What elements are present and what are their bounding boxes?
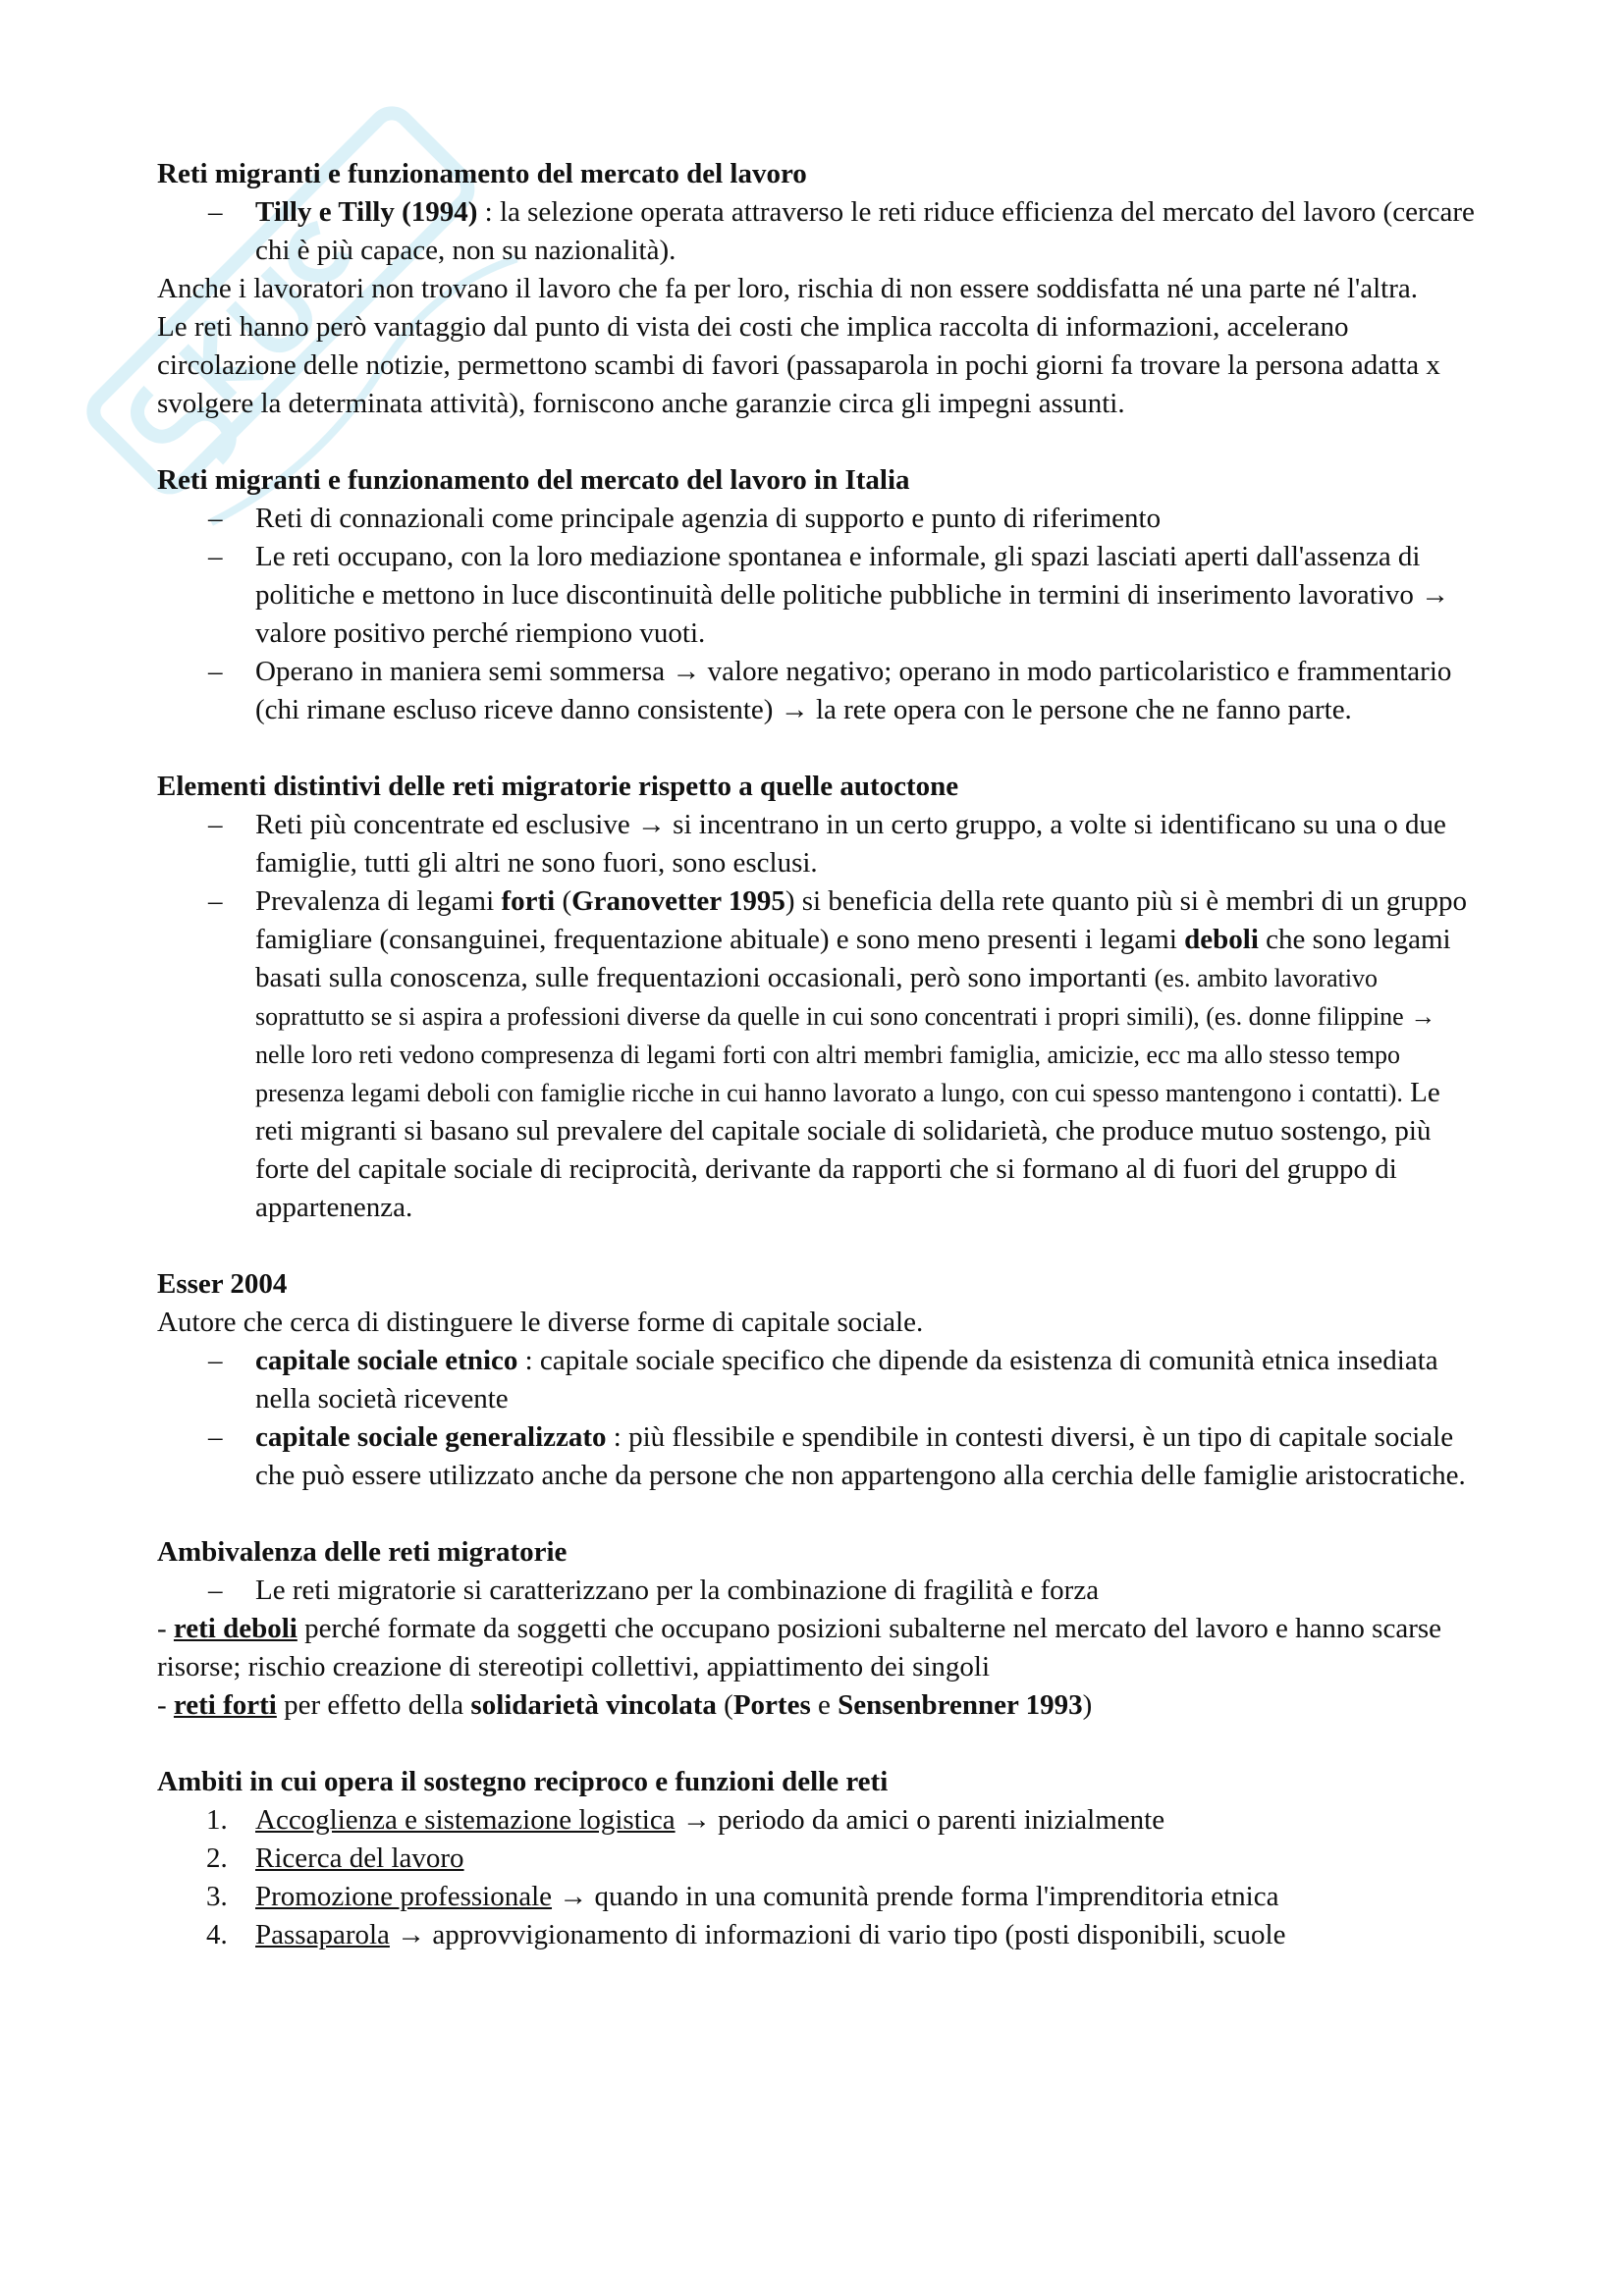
underlined-term: Passaparola bbox=[255, 1919, 390, 1950]
list-item bbox=[157, 1418, 1483, 1495]
section-ambivalenza bbox=[157, 1533, 1483, 1725]
dash-marker: – bbox=[208, 656, 223, 687]
item-text: Prevalenza di legami bbox=[255, 885, 502, 917]
bold-term: solidarietà vincolata bbox=[470, 1689, 717, 1721]
number-marker: 1. bbox=[206, 1804, 228, 1836]
bold-term: Tilly e Tilly (1994) bbox=[255, 196, 478, 228]
paragraph bbox=[157, 1686, 1483, 1725]
dash-marker: – bbox=[208, 1421, 223, 1453]
number-marker: 4. bbox=[206, 1919, 228, 1950]
section-heading: Elementi distintivi delle reti migratorie rispetto a quelle autoctone bbox=[157, 771, 959, 802]
dash-marker: – bbox=[208, 196, 223, 228]
list-item bbox=[157, 1572, 1483, 1610]
bullet-list bbox=[157, 193, 1483, 270]
dash-marker: – bbox=[208, 503, 223, 534]
item-text: per effetto della bbox=[276, 1689, 471, 1721]
numbered-list bbox=[157, 1801, 1483, 1954]
document-body bbox=[157, 155, 1483, 1993]
section-ambiti-sostegno bbox=[157, 1763, 1483, 1954]
section-elementi-distintivi bbox=[157, 768, 1483, 1227]
item-text: : capitale sociale specifico che dipende da esistenza di comunità etnica insediata nella società ricevente bbox=[255, 1345, 1438, 1415]
paragraph bbox=[157, 1610, 1483, 1686]
dash-marker: – bbox=[208, 541, 223, 572]
small-text: (es. ambito lavorativo soprattutto se si aspira a professioni diverse da quelle in cui sono concentrati i propri simili), (es. donne filippine → nelle loro reti vedono compresenza di legami forti con altri membri famiglia, amicizie, ecc ma allo stesso tempo presenza legami deboli con famiglie ricche in cui hanno lavorato a lungo, con cui spesso mantengono i contatti). bbox=[255, 964, 1436, 1107]
bullet-list bbox=[157, 1572, 1483, 1610]
item-text: ( bbox=[716, 1689, 733, 1721]
bullet-list bbox=[157, 806, 1483, 1227]
bullet-list bbox=[157, 500, 1483, 729]
section-heading: Ambivalenza delle reti migratorie bbox=[157, 1536, 568, 1568]
section-heading: Reti migranti e funzionamento del mercato del lavoro in Italia bbox=[157, 464, 910, 496]
item-text: perché formate da soggetti che occupano posizioni subalterne nel mercato del lavoro e hanno scarse risorse; rischio creazione di stereotipi collettivi, appiattimento dei singoli bbox=[157, 1613, 1442, 1682]
list-item bbox=[157, 1878, 1483, 1916]
paragraph: Anche i lavoratori non trovano il lavoro che fa per loro, rischia di non essere soddisfatta né una parte né l'altra. bbox=[157, 273, 1418, 304]
underlined-term: Promozione professionale bbox=[255, 1881, 553, 1912]
item-text: Le reti occupano, con la loro mediazione spontanea e informale, gli spazi lasciati aperti dall'assenza di politiche e mettono in luce discontinuità delle politiche pubbliche in termini di inserimento lavorativo → valore positivo perché riempiono vuoti. bbox=[255, 541, 1450, 649]
item-text: → quando in una comunità prende forma l'imprenditoria etnica bbox=[552, 1881, 1279, 1912]
bullet-list bbox=[157, 1342, 1483, 1495]
dash-marker: – bbox=[208, 1575, 223, 1606]
underlined-term: Ricerca del lavoro bbox=[255, 1842, 464, 1874]
underlined-term: reti forti bbox=[173, 1689, 277, 1721]
number-marker: 2. bbox=[206, 1842, 228, 1874]
paragraph: Le reti hanno però vantaggio dal punto di vista dei costi che implica raccolta di informazioni, accelerano circolazione delle notizie, permettono scambi di favori (passaparola in pochi giorni fa trovare la persona adatta x svolgere la determinata attività), forniscono anche garanzie circa gli impegni assunti. bbox=[157, 311, 1440, 419]
list-item bbox=[157, 806, 1483, 882]
section-heading: Esser 2004 bbox=[157, 1268, 288, 1300]
item-text: e bbox=[810, 1689, 839, 1721]
item-text: che sono legami basati sulla conoscenza, sulle frequentazioni occasionali, però sono importanti bbox=[255, 924, 1451, 993]
item-text: ) bbox=[1082, 1689, 1093, 1721]
list-item bbox=[157, 538, 1483, 653]
bold-term: Portes bbox=[732, 1689, 811, 1721]
dash-marker: – bbox=[208, 1345, 223, 1376]
bold-term: capitale sociale generalizzato bbox=[255, 1421, 607, 1453]
section-heading: Ambiti in cui opera il sostegno reciproco e funzioni delle reti bbox=[157, 1766, 889, 1797]
line-prefix: - bbox=[157, 1613, 174, 1644]
line-prefix: - bbox=[157, 1689, 174, 1721]
bold-term: forti bbox=[501, 885, 556, 917]
bold-term: deboli bbox=[1184, 924, 1259, 955]
bold-term: Sensenbrenner 1993 bbox=[838, 1689, 1083, 1721]
item-text: Reti di connazionali come principale agenzia di supporto e punto di riferimento bbox=[255, 503, 1162, 534]
underlined-term: reti deboli bbox=[173, 1613, 298, 1644]
item-text: ) si beneficia della rete quanto più si è membri di un gruppo famigliare (consanguinei, frequentazione abituale) e sono meno presenti i legami bbox=[255, 885, 1468, 955]
section-heading: Reti migranti e funzionamento del mercato del lavoro bbox=[157, 158, 807, 189]
bold-term: capitale sociale etnico bbox=[255, 1345, 518, 1376]
section-mercato-italia bbox=[157, 461, 1483, 729]
list-item bbox=[157, 1801, 1483, 1840]
item-text: Reti più concentrate ed esclusive → si incentrano in un certo gruppo, a volte si identificano su una o due famiglie, tutti gli altri ne sono fuori, sono esclusi. bbox=[255, 809, 1446, 879]
section-mercato-lavoro bbox=[157, 155, 1483, 423]
section-esser bbox=[157, 1265, 1483, 1495]
list-item bbox=[157, 1342, 1483, 1418]
list-item bbox=[157, 653, 1483, 729]
underlined-term: Accoglienza e sistemazione logistica bbox=[255, 1804, 676, 1836]
bold-term: Granovetter 1995 bbox=[571, 885, 785, 917]
dash-marker: – bbox=[208, 809, 223, 840]
item-text: Operano in maniera semi sommersa → valore negativo; operano in modo particolaristico e frammentario (chi rimane escluso riceve danno consistente) → la rete opera con le persone che ne fanno parte. bbox=[255, 656, 1452, 725]
dash-marker: – bbox=[208, 885, 223, 917]
list-item bbox=[157, 500, 1483, 538]
item-text: : la selezione operata attraverso le reti riduce efficienza del mercato del lavoro (cercare chi è più capace, non su nazionalità). bbox=[255, 196, 1475, 266]
number-marker: 3. bbox=[206, 1881, 228, 1912]
item-text: Le reti migranti si basano sul prevalere del capitale sociale di solidarietà, che produce mutuo sostengo, più forte del capitale sociale di reciprocità, derivante da rapporti che si formano al di fuori del gruppo di appartenenza. bbox=[255, 1077, 1440, 1223]
item-text: → approvvigionamento di informazioni di vario tipo (posti disponibili, scuole bbox=[389, 1919, 1286, 1950]
list-item bbox=[157, 193, 1483, 270]
item-text: : più flessibile e spendibile in contesti diversi, è un tipo di capitale sociale che può essere utilizzato anche da persone che non appartengono alla cerchia delle famiglie aristocratiche. bbox=[255, 1421, 1466, 1491]
list-item bbox=[157, 882, 1483, 1227]
item-text: → periodo da amici o parenti inizialmente bbox=[675, 1804, 1165, 1836]
list-item bbox=[157, 1916, 1483, 1954]
list-item bbox=[157, 1840, 1483, 1878]
item-text: Le reti migratorie si caratterizzano per la combinazione di fragilità e forza bbox=[255, 1575, 1100, 1606]
paragraph: Autore che cerca di distinguere le diverse forme di capitale sociale. bbox=[157, 1307, 924, 1338]
item-text: ( bbox=[555, 885, 572, 917]
